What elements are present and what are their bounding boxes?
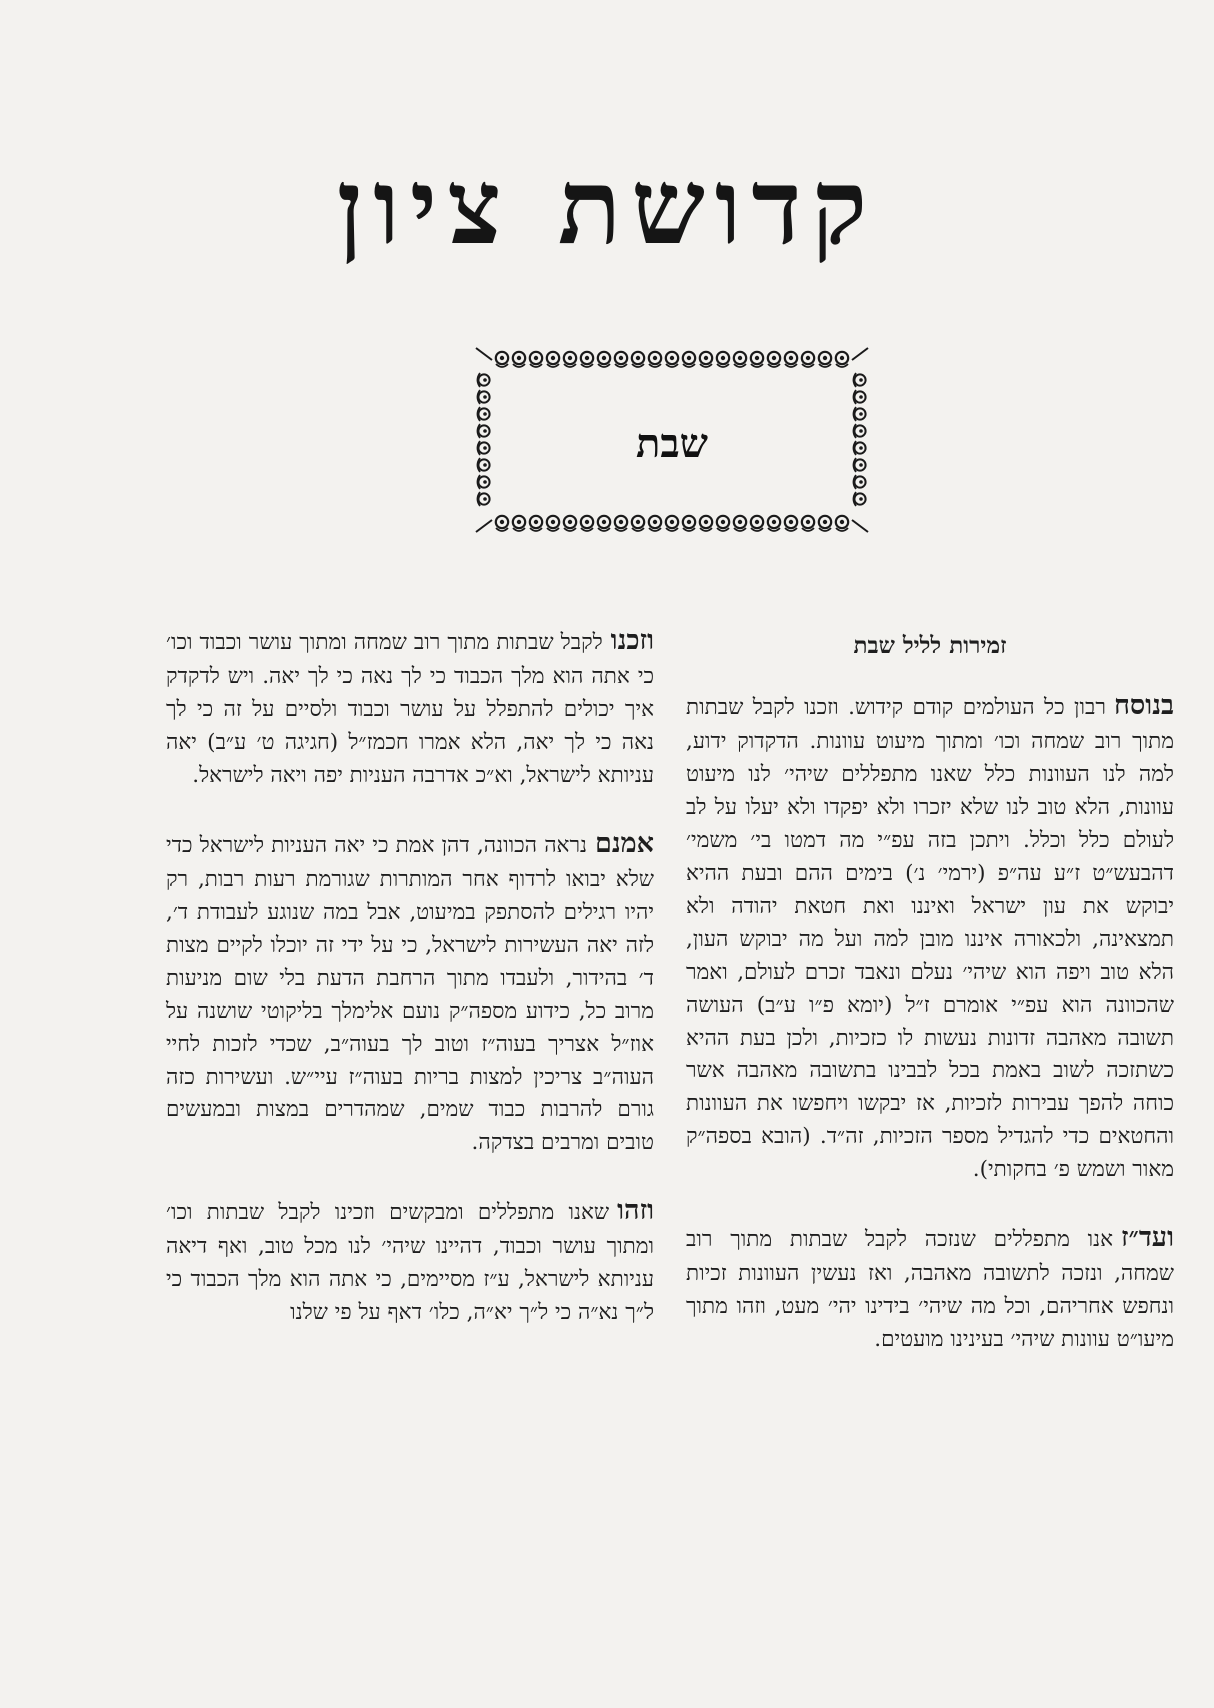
frame-label: שבת (636, 420, 708, 467)
paragraph (686, 1217, 1174, 1357)
paragraph-lead-word: ועד״ז (1121, 1221, 1174, 1253)
paragraph (686, 685, 1174, 1187)
paragraph (166, 823, 654, 1160)
paragraph-lead-word: וזהו (617, 1195, 654, 1227)
paragraph-text: אנו מתפללים שנזכה לקבל שבתות מתוך רוב שמחה, ונזכה לתשובה מאהבה, ואז נעשין העוונות זכיות ונחפש אחריהם, וכל מה שיהי׳ בידינו יהי׳ מעט, וזהו מתוך מיעו״ט עוונות שיהי׳ בעינינו מועטים. (686, 1226, 1174, 1353)
paragraph (166, 620, 654, 793)
paragraph-text: רבון כל העולמים קודם קידוש. וזכנו לקבל שבתות מתוך רוב שמחה וכו׳ ומתוך מיעוט עוונות. הדקדוק ידוע, למה לנו העוונות כלל שאנו מתפללים שיהי׳ לנו מיעוט עוונות, הלא טוב לנו שלא יזכרו ולא יפקדו ולא יעלו על לב לעולם כלל וכלל. ויתכן בזה עפ״י מה דמטו בי׳ משמי׳ דהבעש״ט ז״ע עה״פ (ירמי׳ נ׳) בימים ההם ובעת ההיא יבוקש את עון ישראל ואיננו ואת חטאת יהודה ולא תמצאינה, ולכאורה איננו מובן למה ועל מה יבוקש העון, הלא טוב ויפה הוא שיהי׳ נעלם ונאבד זכרם לעולם, ואמר שהכוונה הוא עפ״י אומרם ז״ל (יומא פ״ו ע״ב) העושה תשובה מאהבה זדונות נעשות לו כזכיות, ולכן בעת ההיא כשתזכה לשוב באמת בכל לבבינו בתשובה מאהבה אשר כוחה להפך עבירות לזכיות, אז יבקשו ויחפשו את העוונות והחטאים כדי להגדיל מספר הזכיות, זה״ד. (הובא בספה״ק מאור ושמש פ׳ בחקותי). (686, 695, 1174, 1183)
left-column (166, 620, 654, 1360)
paragraph-lead-word: בנוסח (1113, 690, 1174, 722)
right-column (686, 620, 1174, 1387)
paragraph-text: נראה הכוונה, דהן אמת כי יאה העניות לישראל כדי שלא יבואו לרדוף אחר המותרות שגורמת רעות רבות, רק יהיו רגילים להסתפק במיעוט, אבל במה שנוגע לעבודת ד׳, לזה יאה העשירות לישראל, כי על ידי זה יוכלו לקיים מצות ד׳ בהידור, ולעבדו מתוך הרחבת הדעת בלי שום מניעות מרוב כל, כידוע מספה״ק נועם אלימלך בליקוטי שושנה על אוז״ל אצריך בעוה״ז וטוב לך בעוה״ב, שכדי לזכות לחיי העוה״ב צריכין למצות בריות בעוה״ז עיי״ש. ועשירות כזה גורם להרבות כבוד שמים, שמהדרים במצות ובמעשים טובים ומרבים בצדקה. (166, 832, 654, 1156)
paragraph-text: לקבל שבתות מתוך רוב שמחה ומתוך עושר וכבוד וכו׳ כי אתה הוא מלך הכבוד כי לך נאה כי לך יאה. ויש לדקדק איך יכולים להתפלל על עושר וכבוד ולסיים על זה כי לך נאה כי לך יאה, הלא אמרו חכמז״ל (חגיגה ט׳ ע״ב) יאה עניותא לישראל, וא״כ אדרבה העניות יפה ויאה לישראל. (166, 630, 654, 788)
paragraph (166, 1190, 654, 1330)
column-heading: זמירות לליל שבת (853, 632, 1007, 659)
paragraph-lead-word: וזכנו (610, 625, 654, 656)
paragraph-lead-word: אמנם (595, 827, 654, 859)
ornamental-frame (474, 346, 870, 534)
page-title: קדושת ציון (336, 145, 878, 268)
paragraph-text: שאנו מתפללים ומבקשים וזכינו לקבל שבתות וכו׳ ומתוך עושר וכבוד, דהיינו שיהי׳ לנו מכל טוב, ואף דיאה עניותא לישראל, ע״ז מסיימים, כי אתה הוא מלך הכבוד כי ל״ך נא״ה כי ל״ך יא״ה, כלו׳ דאף על פי שלנו (166, 1200, 654, 1326)
